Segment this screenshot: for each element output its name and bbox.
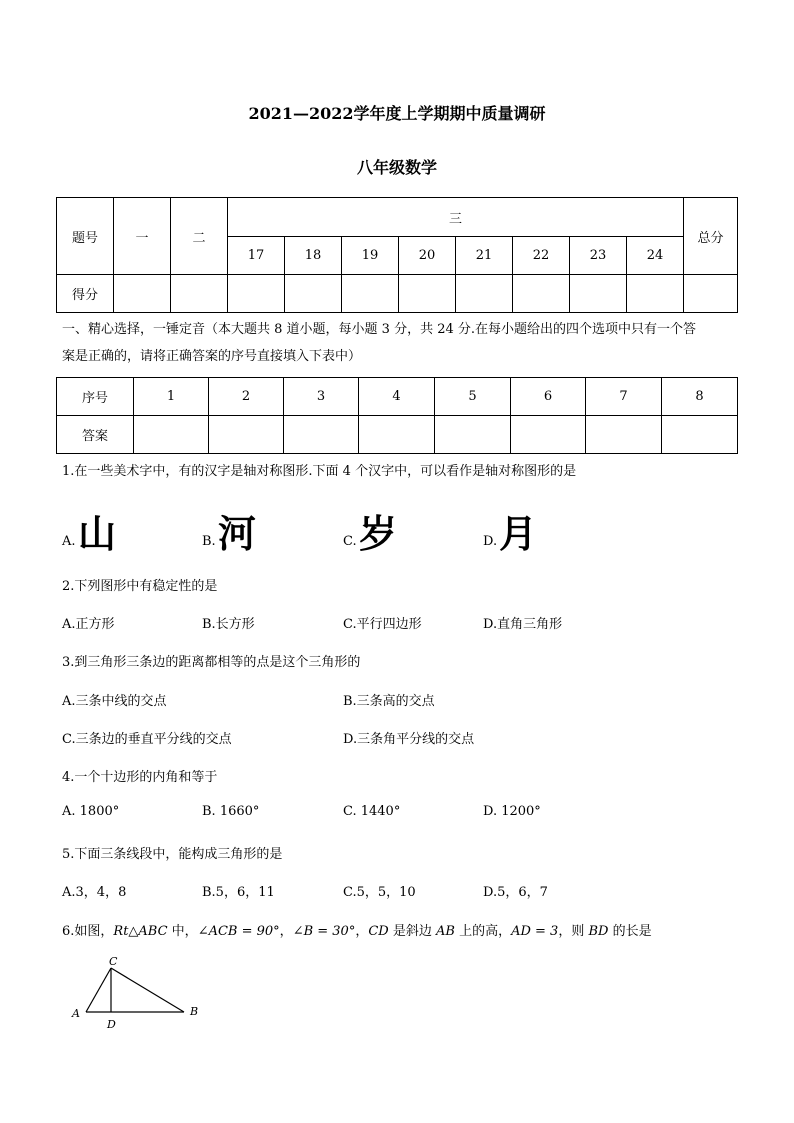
side-ac — [86, 968, 111, 1012]
option-label: B. — [202, 534, 216, 549]
score-subcol: 20 — [399, 237, 456, 275]
score-cell[interactable] — [114, 275, 171, 313]
q6-math-ab: AB — [436, 924, 455, 939]
question-4-option-a: A. 1800° — [62, 804, 120, 819]
vertex-label-d: D — [107, 1018, 116, 1031]
q6-text: 是斜边 — [388, 924, 436, 939]
question-6-stem — [62, 920, 652, 939]
question-3-option-a: A.三条中线的交点 — [62, 694, 167, 709]
score-header-part2: 二 — [171, 198, 228, 275]
q6-math-angle-acb: ∠ACB = 90° — [197, 924, 280, 939]
answer-cell[interactable] — [134, 416, 209, 454]
score-cell[interactable] — [627, 275, 684, 313]
question-5-option-b: B.5，6，11 — [202, 885, 275, 900]
question-5-option-a: A.3，4，8 — [62, 885, 127, 900]
answer-cell[interactable] — [359, 416, 435, 454]
score-cell[interactable] — [285, 275, 342, 313]
score-subcol: 18 — [285, 237, 342, 275]
option-label: D. — [483, 534, 498, 549]
question-3-option-d: D.三条角平分线的交点 — [343, 732, 475, 747]
q6-math-ad: AD = 3 — [511, 924, 559, 939]
q6-math-cd: CD — [368, 924, 389, 939]
q6-math-bd: BD — [588, 924, 609, 939]
score-header-part3: 三 — [228, 198, 684, 237]
question-6-triangle-figure — [66, 955, 216, 1035]
score-cell[interactable] — [399, 275, 456, 313]
score-cell[interactable] — [228, 275, 285, 313]
score-subcol: 22 — [513, 237, 570, 275]
answer-cell[interactable] — [435, 416, 511, 454]
answer-cell[interactable] — [209, 416, 284, 454]
answer-number: 5 — [435, 378, 511, 416]
answer-cell[interactable] — [511, 416, 586, 454]
question-5-stem: 5.下面三条线段中，能构成三角形的是 — [62, 847, 283, 862]
question-3-option-b: B.三条高的交点 — [343, 694, 435, 709]
option-glyph: 月 — [499, 512, 538, 556]
score-cell[interactable] — [456, 275, 513, 313]
answer-number: 2 — [209, 378, 284, 416]
vertex-label-c: C — [109, 955, 118, 968]
score-table — [56, 197, 738, 313]
question-2-option-c: C.平行四边形 — [343, 617, 422, 632]
option-glyph: 河 — [218, 512, 257, 556]
score-cell[interactable] — [171, 275, 228, 313]
score-subcol: 23 — [570, 237, 627, 275]
page-subtitle: 八年级数学 — [356, 158, 437, 177]
answer-number: 6 — [511, 378, 586, 416]
score-cell[interactable] — [684, 275, 738, 313]
score-header-tihao: 题号 — [57, 198, 114, 275]
side-cb — [111, 968, 184, 1012]
score-subcol: 17 — [228, 237, 285, 275]
question-5-option-c: C.5，5，10 — [343, 885, 416, 900]
option-label: A. — [62, 534, 76, 549]
option-glyph: 岁 — [359, 512, 398, 556]
answer-cell[interactable] — [586, 416, 662, 454]
q6-math-triangle: Rt△ABC — [113, 924, 168, 939]
answer-row-label: 序号 — [57, 378, 134, 416]
question-5-option-d: D.5，6，7 — [483, 885, 548, 900]
question-2-option-a: A.正方形 — [62, 617, 115, 632]
answer-number: 3 — [284, 378, 359, 416]
option-glyph: 山 — [78, 512, 117, 556]
q6-text: ， — [355, 924, 369, 939]
answer-table — [56, 377, 738, 454]
section1-heading-line2: 案是正确的，请将正确答案的序号直接填入下表中） — [62, 349, 362, 364]
q6-text: 的长是 — [608, 924, 652, 939]
score-subcol: 24 — [627, 237, 684, 275]
answer-number: 4 — [359, 378, 435, 416]
score-row-label: 得分 — [57, 275, 114, 313]
answer-number: 1 — [134, 378, 209, 416]
score-header-part1: 一 — [114, 198, 171, 275]
score-cell[interactable] — [570, 275, 627, 313]
option-label: C. — [343, 534, 357, 549]
score-header-total: 总分 — [684, 198, 738, 275]
question-3-option-c: C.三条边的垂直平分线的交点 — [62, 732, 232, 747]
vertex-label-a: A — [72, 1007, 80, 1020]
question-4-option-d: D. 1200° — [483, 804, 541, 819]
question-4-stem: 4.一个十边形的内角和等于 — [62, 770, 218, 785]
page-title: 2021—2022学年度上学期期中质量调研 — [248, 104, 546, 123]
section1-heading-line1: 一、精心选择，一锤定音（本大题共 8 道小题，每小题 3 分，共 24 分.在每小题给出的四个选项中只有一个答 — [62, 322, 697, 337]
score-subcol: 21 — [456, 237, 513, 275]
question-2-option-b: B.长方形 — [202, 617, 255, 632]
question-1-stem: 1.在一些美术字中，有的汉字是轴对称图形.下面 4 个汉字中，可以看作是轴对称图形的是 — [62, 464, 577, 479]
question-2-option-d: D.直角三角形 — [483, 617, 563, 632]
q6-text: ， — [279, 924, 293, 939]
q6-text: 6.如图， — [62, 924, 114, 939]
answer-cell[interactable] — [662, 416, 738, 454]
q6-math-angle-b: ∠B = 30° — [292, 924, 356, 939]
answer-number: 7 — [586, 378, 662, 416]
score-subcol: 19 — [342, 237, 399, 275]
question-4-option-c: C. 1440° — [343, 804, 401, 819]
question-3-stem: 3.到三角形三条边的距离都相等的点是这个三角形的 — [62, 655, 361, 670]
answer-number: 8 — [662, 378, 738, 416]
score-cell[interactable] — [513, 275, 570, 313]
question-2-stem: 2.下列图形中有稳定性的是 — [62, 579, 218, 594]
vertex-label-b: B — [190, 1005, 199, 1018]
q6-text: ，则 — [558, 924, 589, 939]
answer-cell[interactable] — [284, 416, 359, 454]
score-cell[interactable] — [342, 275, 399, 313]
q6-text: 中， — [167, 924, 198, 939]
question-4-option-b: B. 1660° — [202, 804, 260, 819]
q6-text: 上的高， — [454, 924, 512, 939]
answer-row-label: 答案 — [57, 416, 134, 454]
